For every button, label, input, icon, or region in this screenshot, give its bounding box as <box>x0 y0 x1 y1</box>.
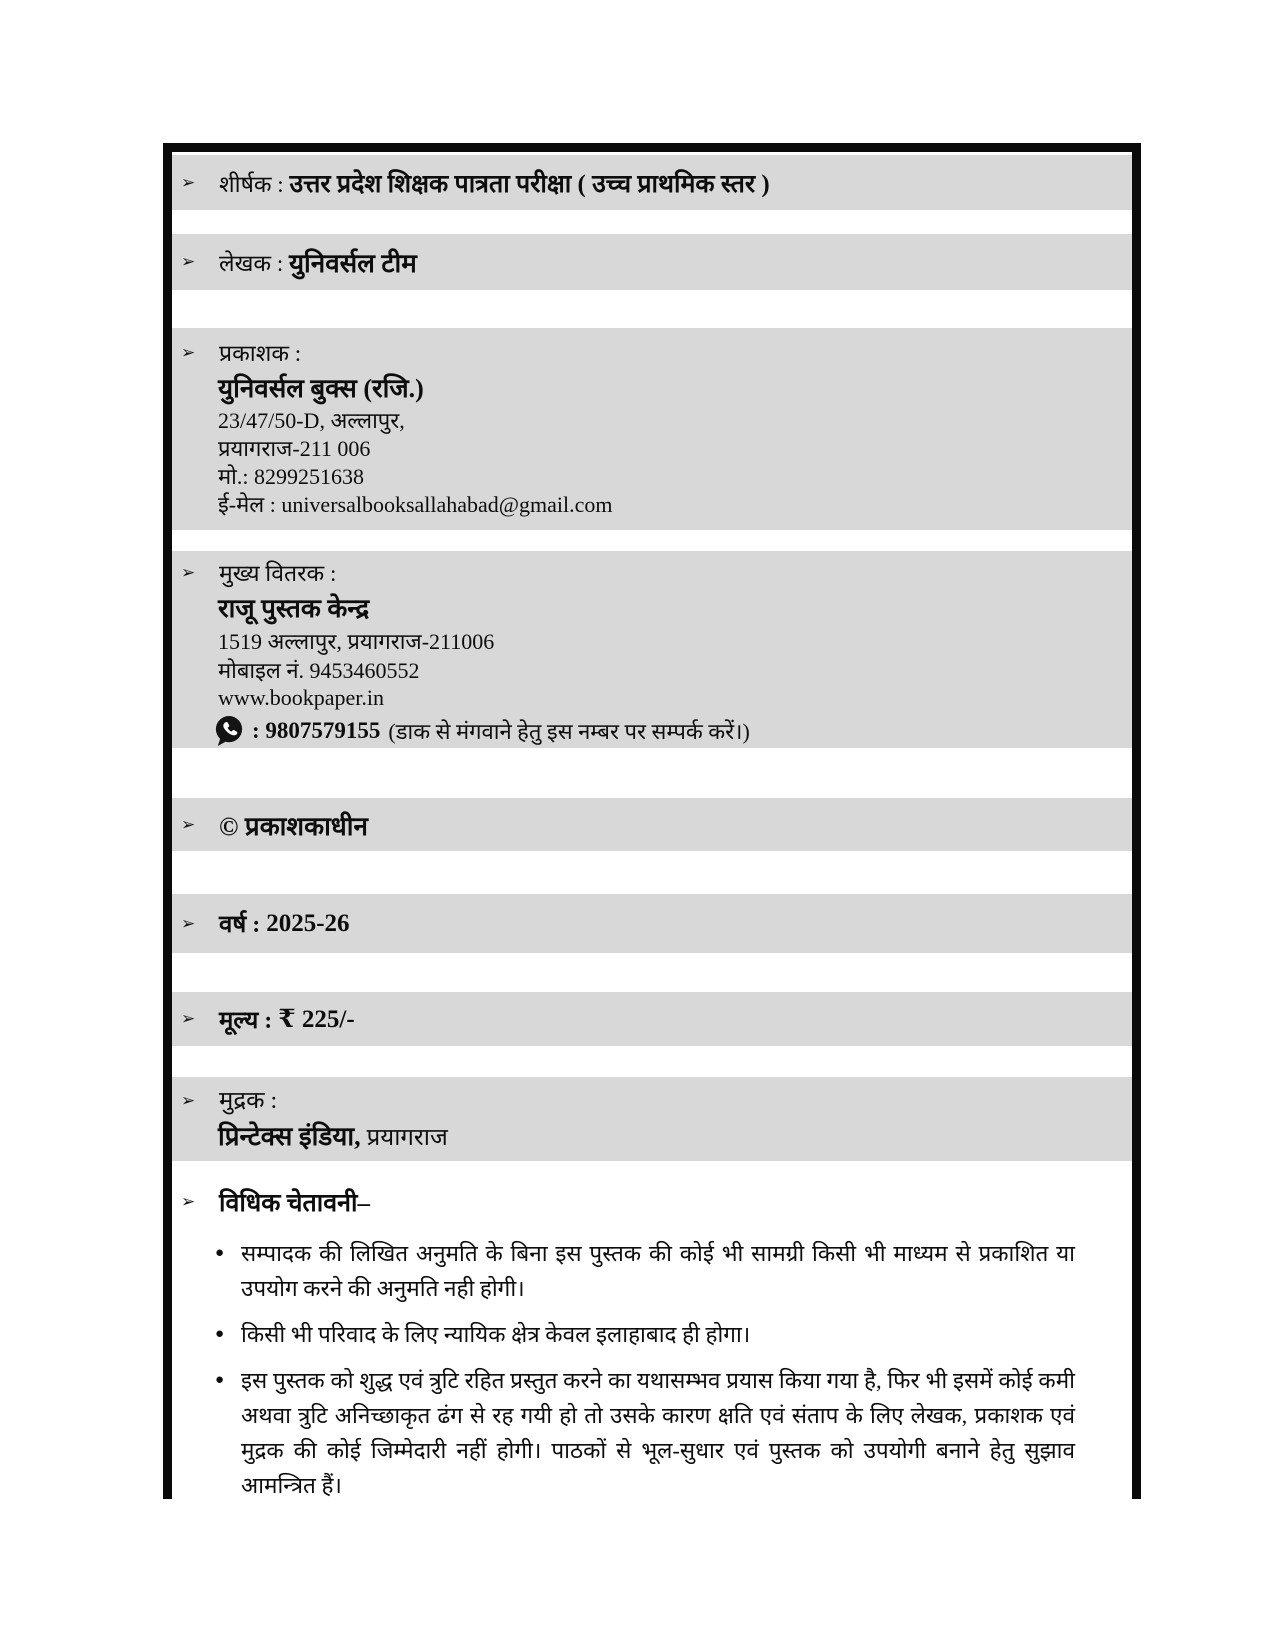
whatsapp-number: : 9807579155 <box>252 718 381 743</box>
bullet-dot-icon: ● <box>215 1245 225 1261</box>
printer-name: प्रिन्टेक्स इंडिया, <box>218 1122 361 1151</box>
printer-name-line <box>218 1118 1132 1157</box>
arrow-marker-icon: ➢ <box>181 563 196 583</box>
arrow-marker-icon: ➢ <box>181 1009 196 1029</box>
arrow-marker-icon: ➢ <box>181 1192 196 1212</box>
publisher-email: ई-मेल : universalbooksallahabad@gmail.com <box>218 492 613 517</box>
arrow-marker-icon: ➢ <box>181 172 196 193</box>
distributor-address: 1519 अल्लापुर, प्रयागराज-211006 <box>218 629 495 654</box>
whatsapp-note: (डाक से मंगवाने हेतु इस नम्बर पर सम्पर्क करें।) <box>388 719 750 744</box>
printer-place: प्रयागराज <box>360 1125 448 1151</box>
bullet-dot-icon: ● <box>215 1326 225 1342</box>
year-label: वर्ष : <box>219 912 267 938</box>
legal-bullet-item <box>215 1317 1132 1352</box>
legal-bullet-text: सम्पादक की लिखित अनुमति के बिना इस पुस्तक की कोई भी सामग्री किसी भी माध्यम से प्रकाशित या उपयोग करने की अनुमति नही होगी। <box>241 1241 1075 1301</box>
distributor-label: मुख्य वितरक : <box>219 561 337 586</box>
arrow-marker-icon: ➢ <box>181 814 196 835</box>
printer-band <box>172 1077 1132 1161</box>
title-band <box>172 155 1132 210</box>
year-band <box>172 894 1132 953</box>
legal-bullet-text: किसी भी परिवाद के लिए न्यायिक क्षेत्र केवल इलाहाबाद ही होगा। <box>241 1322 751 1347</box>
publisher-address-line1: 23/47/50-D, अल्लापुर, <box>218 408 405 433</box>
legal-heading: विधिक चेतावनी– <box>219 1190 371 1217</box>
page-frame <box>163 143 1141 1499</box>
arrow-marker-icon: ➢ <box>181 343 196 363</box>
year-value: 2025-26 <box>266 909 350 937</box>
distributor-website: www.bookpaper.in <box>218 685 384 710</box>
distributor-band <box>172 551 1132 748</box>
legal-bullet-item <box>215 1236 1132 1306</box>
arrow-marker-icon: ➢ <box>181 252 196 272</box>
title-value: उत्तर प्रदेश शिक्षक पात्रता परीक्षा ( उच्च प्राथमिक स्तर ) <box>289 170 770 198</box>
author-value: युनिवर्सल टीम <box>288 249 417 278</box>
legal-bullet-list <box>172 1236 1132 1503</box>
price-value: ₹ 225/- <box>278 1006 355 1033</box>
distributor-mobile: मोबाइल नं. 9453460552 <box>218 658 420 683</box>
printer-label: मुद्रक : <box>219 1088 278 1114</box>
distributor-name: राजू पुस्तक केन्द्र <box>218 594 370 623</box>
arrow-marker-icon: ➢ <box>181 1091 196 1111</box>
whatsapp-contact-row <box>214 714 1132 748</box>
legal-bullet-item <box>215 1363 1132 1503</box>
publisher-address-line2: प्रयागराज-211 006 <box>218 436 371 461</box>
copyright-value: © प्रकाशकाधीन <box>219 811 368 841</box>
publisher-label: प्रकाशक : <box>219 341 302 366</box>
legal-bullet-text: इस पुस्तक को शुद्ध एवं त्रुटि रहित प्रस्तुत करने का यथासम्भव प्रयास किया गया है, फिर भी इसमें कोई कमी अथवा त्रुटि अनिच्छाकृत ढंग से रह गयी हो तो उसके कारण क्षति एवं संताप के लिए लेखक, प्रकाशक एवं मुद्रक की कोई जिम्मेदारी नहीं होगी। पाठकों से भूल-सुधार एवं पुस्तक को उपयोगी बनाने हेतु सुझाव आमन्त्रित हैं। <box>241 1368 1075 1498</box>
whatsapp-icon <box>214 715 244 747</box>
publisher-mobile: मो.: 8299251638 <box>218 464 364 489</box>
publisher-name: युनिवर्सल बुक्स (रजि.) <box>218 374 424 403</box>
publisher-band <box>172 328 1132 530</box>
author-label: लेखक : <box>219 251 289 276</box>
price-band <box>172 992 1132 1046</box>
price-label: मूल्य : <box>219 1007 279 1034</box>
title-label: शीर्षक : <box>219 171 290 197</box>
copyright-band <box>172 798 1132 851</box>
author-band <box>172 234 1132 290</box>
legal-warning-section <box>172 1185 1132 1514</box>
arrow-marker-icon: ➢ <box>181 913 196 934</box>
bullet-dot-icon: ● <box>215 1372 225 1388</box>
